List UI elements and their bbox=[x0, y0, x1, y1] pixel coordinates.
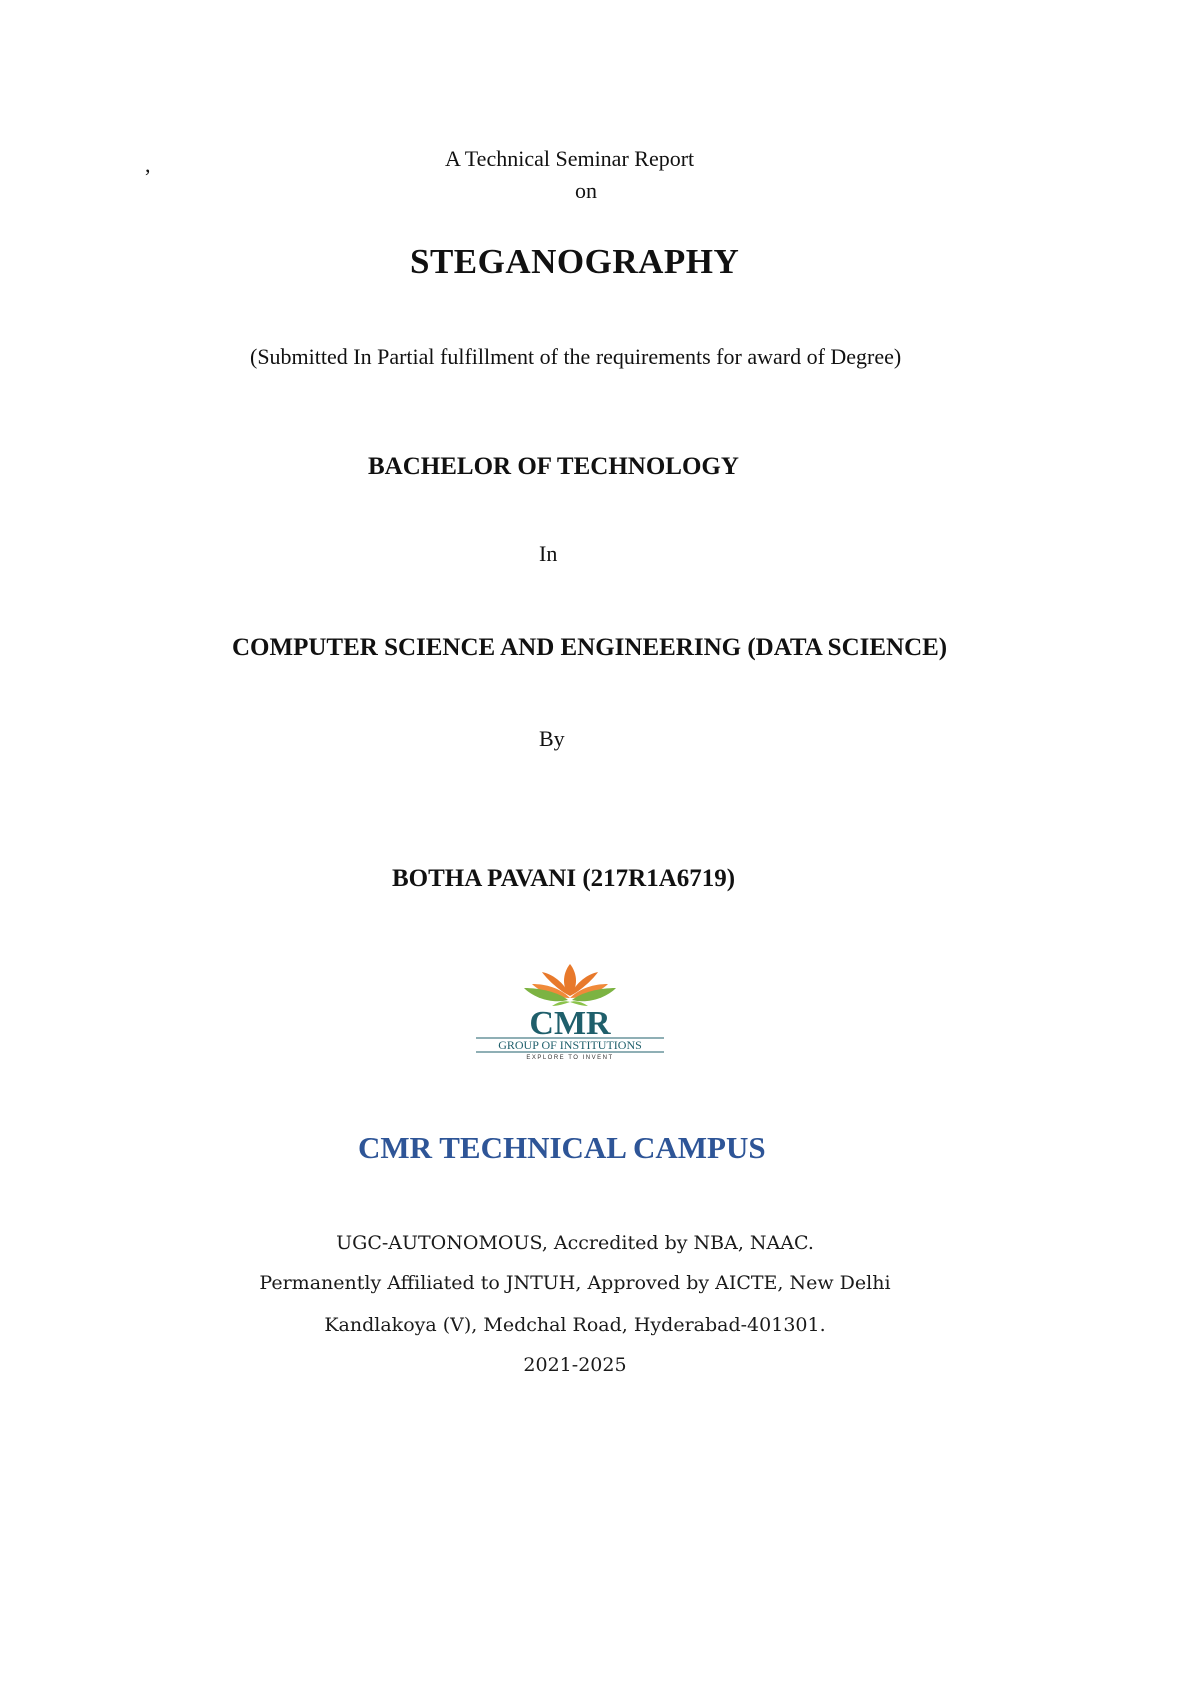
student-name: BOTHA PAVANI (217R1A6719) bbox=[392, 865, 736, 892]
affiliation-line: Permanently Affiliated to JNTUH, Approved by AICTE, New Delhi bbox=[259, 1272, 891, 1294]
submission-note: (Submitted In Partial fulfillment of the requirements for award of Degree) bbox=[250, 344, 902, 369]
lotus-emblem-icon bbox=[524, 964, 616, 1006]
academic-years: 2021-2025 bbox=[523, 1354, 627, 1376]
cmr-logo bbox=[472, 958, 668, 1062]
report-title: STEGANOGRAPHY bbox=[410, 242, 740, 281]
accreditation-line: UGC-AUTONOMOUS, Accredited by NBA, NAAC. bbox=[336, 1232, 814, 1254]
logo-subtitle: GROUP OF INSTITUTIONS bbox=[498, 1038, 642, 1052]
address-line: Kandlakoya (V), Medchal Road, Hyderabad-401301. bbox=[324, 1314, 826, 1336]
logo-wordmark: CMR bbox=[529, 1005, 611, 1042]
degree-name: BACHELOR OF TECHNOLOGY bbox=[368, 453, 739, 480]
logo-tagline: EXPLORE TO INVENT bbox=[526, 1055, 614, 1061]
branch-name: COMPUTER SCIENCE AND ENGINEERING (DATA SCIENCE) bbox=[232, 634, 948, 661]
by-text: By bbox=[539, 726, 565, 751]
institution-name: CMR TECHNICAL CAMPUS bbox=[358, 1130, 766, 1165]
stray-comma: , bbox=[145, 152, 151, 177]
on-text: on bbox=[575, 178, 597, 203]
in-text: In bbox=[539, 541, 558, 566]
report-type-heading: A Technical Seminar Report bbox=[445, 146, 695, 171]
